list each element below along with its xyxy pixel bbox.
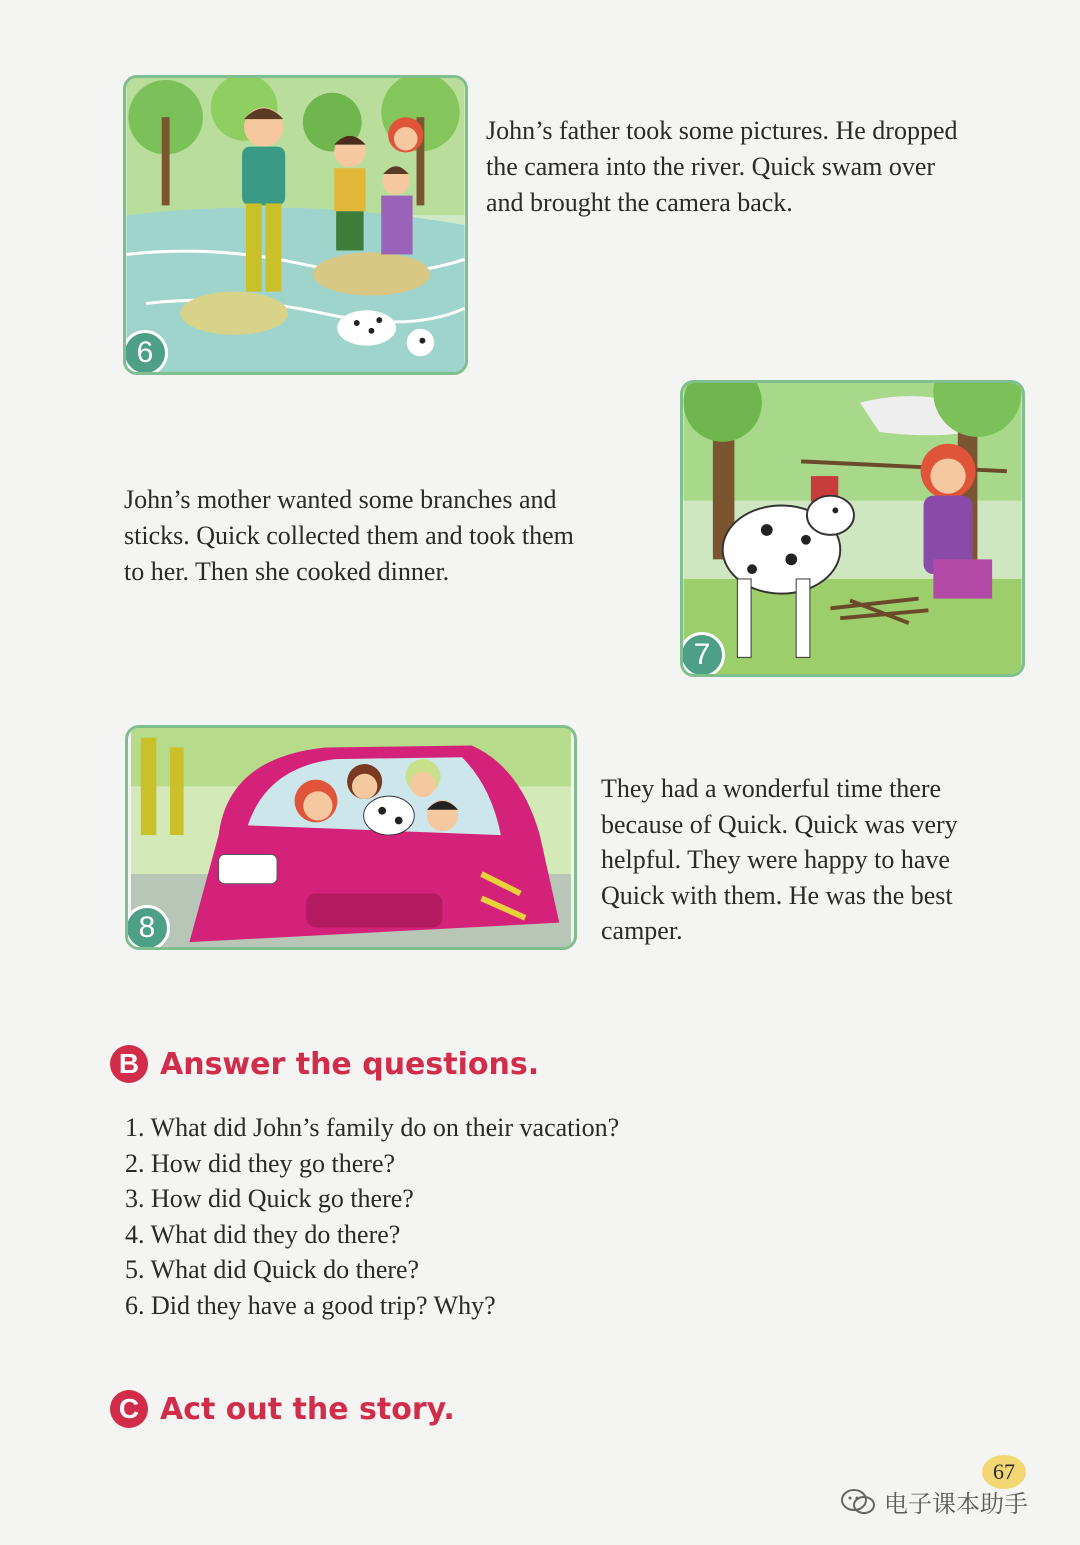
chat-bubbles-icon <box>840 1488 876 1516</box>
forest-camp-picture <box>683 383 1022 674</box>
story-line: to her. Then she cooked dinner. <box>124 557 450 586</box>
section-letter-badge: C <box>110 1390 148 1428</box>
question-item: 5. What did Quick do there? <box>125 1255 420 1285</box>
story-line: They had a wonderful time there <box>601 774 942 803</box>
page-number: 67 <box>982 1455 1026 1489</box>
question-item: 6. Did they have a good trip? Why? <box>125 1290 496 1320</box>
section-c-heading <box>110 1390 455 1428</box>
story-line: helpful. They were happy to have <box>601 845 950 875</box>
illustration-car-trip <box>125 725 577 950</box>
story-line: because of Quick. Quick was very <box>601 809 958 839</box>
car-family-picture <box>128 728 574 947</box>
question-item: 1. What did John’s family do on their vacation? <box>125 1113 620 1142</box>
watermark <box>840 1484 1028 1519</box>
panel-number-badge: 6 <box>123 330 168 375</box>
story-line: John’s father took some pictures. He dropped <box>486 116 958 145</box>
illustration-branches-dinner <box>680 380 1025 677</box>
story-text-panel-6 <box>486 113 958 221</box>
river-scene-picture <box>126 78 465 372</box>
section-b-heading <box>110 1045 539 1083</box>
story-text-panel-7 <box>124 482 574 590</box>
illustration-river-camera <box>123 75 468 375</box>
question-item: 4. What did they do there? <box>125 1219 401 1249</box>
story-line: camper. <box>601 916 683 946</box>
story-line: John’s mother wanted some branches and <box>124 485 557 514</box>
section-title: Act out the story. <box>160 1391 455 1427</box>
panel-number-badge: 8 <box>125 905 170 950</box>
question-item: 2. How did they go there? <box>125 1148 396 1178</box>
question-list <box>125 1110 619 1324</box>
story-line: the camera into the river. Quick swam over <box>486 152 936 181</box>
panel-number-badge: 7 <box>680 632 725 677</box>
watermark-text: 电子课本助手 <box>884 1490 1028 1518</box>
section-letter-badge: B <box>110 1045 148 1083</box>
question-item: 3. How did Quick go there? <box>125 1184 414 1214</box>
section-title: Answer the questions. <box>160 1046 540 1082</box>
story-text-panel-8 <box>601 771 958 949</box>
story-line: sticks. Quick collected them and took them <box>124 521 574 550</box>
story-line: and brought the camera back. <box>486 188 793 217</box>
story-line: Quick with them. He was the best <box>601 880 953 910</box>
